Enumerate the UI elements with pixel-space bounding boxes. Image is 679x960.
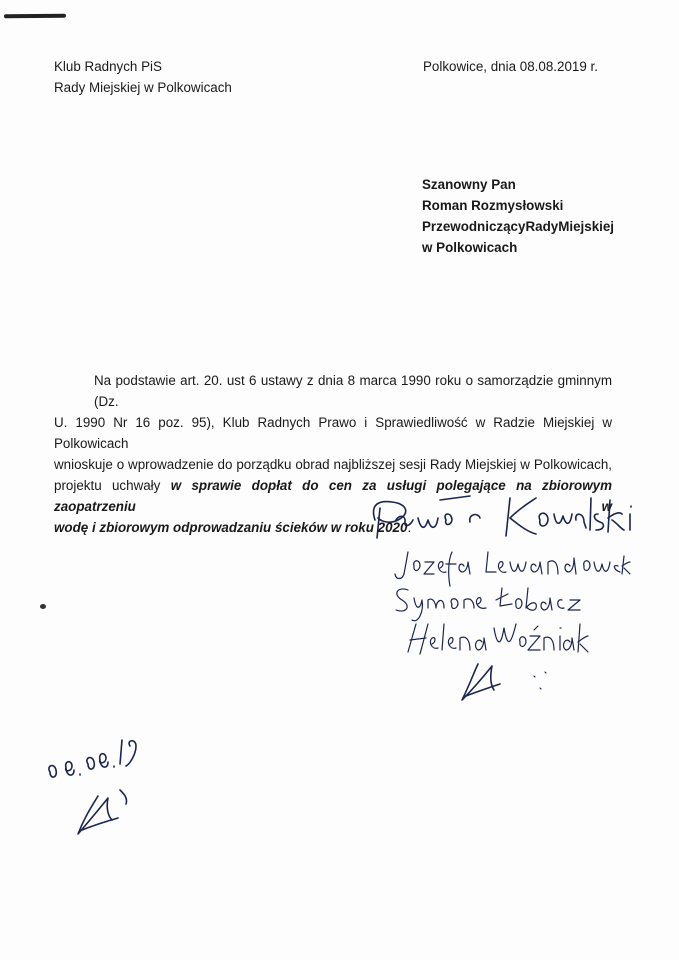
body-line-5-emphasis: wodę i zbiorowym odprowadzaniu ścieków w roku 2020	[54, 520, 408, 535]
body-line-1: Na podstawie art. 20. ust 6 ustawy z dnia 8 marca 1990 roku o samorządzie gminnym (Dz.	[94, 373, 612, 409]
signature-3	[396, 588, 580, 621]
body-line-4-plain: projektu uchwały	[54, 478, 171, 493]
body-line-3: wnioskuje o wprowadzenie do porządku obrad najbliższej sesji Rady Miejskiej w Polkowicach,	[54, 457, 612, 472]
signature-1-name	[0, 0, 1, 1]
body-line-5-end: .	[407, 520, 412, 535]
punch-dot	[40, 604, 46, 609]
sender-block	[54, 56, 232, 98]
body-line-5	[54, 517, 612, 538]
signature-4	[408, 624, 588, 654]
letter-date: Polkowice, dnia 08.08.2019 r.	[423, 59, 598, 74]
letter-body	[54, 370, 612, 538]
recipient-title	[422, 216, 615, 237]
recipient-title-part-3: Miejskiej	[558, 219, 615, 234]
body-line-4	[54, 475, 612, 517]
signature-names	[0, 0, 1, 1]
recipient-name: Roman Rozmysłowski	[422, 198, 564, 213]
body-line-2: U. 1990 Nr 16 poz. 95), Klub Radnych Prawo i Sprawiedliwość w Radzie Miejskiej w Polkowicach	[54, 415, 612, 451]
body-line-4-emphasis: w sprawie dopłat do cen za usługi polegające na zbiorowym zaopatrzeniu w	[54, 478, 612, 514]
recipient-title-part-2: Rady	[525, 219, 559, 234]
received-date	[49, 740, 136, 777]
initials-mid	[462, 664, 546, 700]
recipient-place: w Polkowicach	[422, 240, 518, 255]
signature-2	[395, 552, 630, 586]
sender-line-1: Klub Radnych PiS	[54, 59, 162, 74]
initials-lower	[78, 790, 127, 834]
recipient-title-part-1: Przewodniczący	[422, 219, 526, 234]
recipient-block	[422, 174, 615, 258]
recipient-salutation: Szanowny Pan	[422, 177, 516, 192]
sender-line-2: Rady Miejskiej w Polkowicach	[54, 80, 232, 95]
scan-mark	[4, 14, 66, 19]
